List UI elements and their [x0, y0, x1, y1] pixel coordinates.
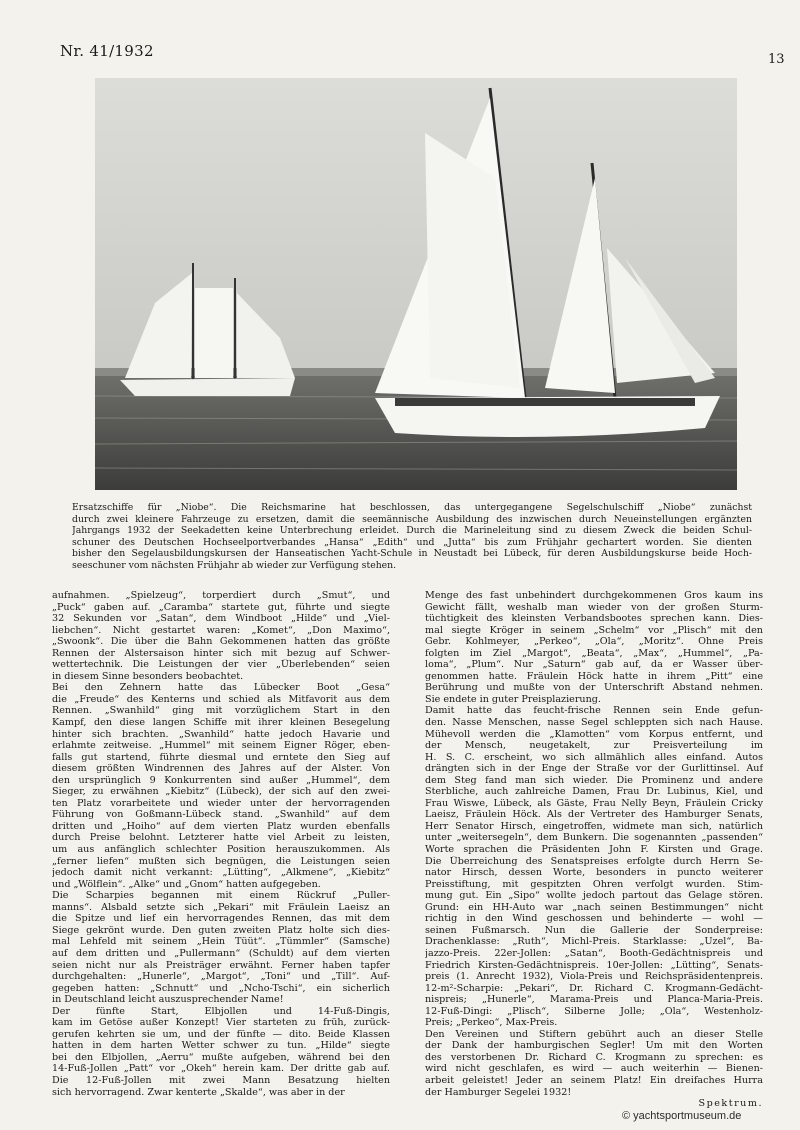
text-line: Der fünfte Start, Elbjollen und 14-Fuß-Dingis,: [52, 1005, 390, 1017]
text-line: Preis; „Perkeo“, Max-Preis.: [425, 1017, 558, 1029]
text-line: mung gut. Ein „Sipo“ wollte jedoch partout das Gelage stören.: [425, 890, 763, 902]
text-line: drängten sich in der Enge der Straße vor der Gurlittinsel. Auf: [425, 763, 763, 775]
text-line: Laeisz, Fräulein Höck. Als der Vertreter des Hamburger Senats,: [425, 809, 763, 821]
caption-line: Ersatzschiffe für „Niobe“. Die Reichsmarine hat beschlossen, das untergegangene Segelschulschiff „Niobe“ zunächst: [72, 502, 752, 513]
text-line: Berührung und mußte von der Unterschrift Abstand nehmen.: [425, 682, 763, 694]
caption-line: Jahrgangs 1932 der Seekadetten keine Unterbrechung erleidet. Durch die Marineleitung sind zu diesem Zweck die beiden Schul-: [72, 525, 752, 537]
text-line: „Puck“ gaben auf. „Caramba“ startete gut, führte und siegte: [52, 601, 390, 613]
text-line: falls gut startend, führte diesmal und erntete den Sieg auf: [52, 751, 390, 763]
text-line: auf dem dritten und „Pullermann“ (Schuldt) auf dem vierten: [52, 947, 390, 959]
text-line: hinter sich brachten. „Swanhild“ hatte jedoch Havarie und: [52, 728, 390, 740]
text-line: in Deutschland leicht auszusprechender Name!: [52, 994, 284, 1006]
text-line: Siege gekrönt wurde. Den guten zweiten Platz holte sich dies-: [52, 924, 390, 936]
text-line: aufnahmen. „Spielzeug“, torperdiert durch „Smut“, und: [52, 590, 390, 601]
text-line: und „Wölflein“. „Alke“ und „Gnom“ hatten aufgegeben.: [52, 878, 321, 890]
text-line: den. Nasse Menschen, nasse Segel schleppten sich nach Hause.: [425, 717, 763, 729]
text-line: seinen Fußmarsch. Nun die Gallerie der Sonderpreise:: [425, 924, 763, 936]
text-line: Grund: ein HH-Auto war „nach seinen Bestimmungen“ nicht: [425, 901, 763, 913]
text-line: Spektrum.: [698, 1098, 763, 1110]
text-line: dem Steg fand man sich wieder. Die Prominenz und andere: [425, 774, 763, 786]
text-line: mal Lehfeld mit seinem „Hein Tüüt“. „Tümmler“ (Samsche): [52, 936, 390, 948]
text-line: Herr Senator Hirsch, eingetroffen, widmete man sich, natürlich: [425, 820, 763, 832]
text-line: der Dank der hamburgischen Segler! Um mit den Worten: [425, 1040, 763, 1052]
article-left-column: [52, 590, 390, 1098]
text-line: den ursprünglich 9 Konkurrenten sind außer „Hummel“, dem: [52, 774, 390, 786]
text-line: Drachenklasse: „Ruth“, Michl-Preis. Starklasse: „Uzel“, Ba-: [425, 936, 763, 948]
text-line: bei den Elbjollen, „Aerru“ mußte aufgeben, während bei den: [52, 1051, 390, 1063]
text-line: Frau Wiswe, Lübeck, als Gäste, Frau Nelly Beyn, Fräulein Cricky: [425, 797, 763, 809]
text-line: Rennen der Alstersaison hinter sich mit bezug auf Schwer-: [52, 647, 390, 659]
text-line: liebchen“. Nicht gestartet waren: „Komet“, „Don Maximo“,: [52, 624, 390, 636]
text-line: gegeben hatten: „Schnutt“ und „Ncho-Tschi“, ein sicherlich: [52, 982, 390, 994]
text-line: manns“. Alsbald setzte sich „Pekari“ mit Fräulein Laeisz an: [52, 901, 390, 913]
text-line: der Mensch, neugetakelt, zur Preisverteilung im: [425, 740, 763, 752]
text-line: Gebr. Kohlmeyer, „Perkeo“, „Ola“, „Moritz“. Ohne Preis: [425, 636, 763, 648]
text-line: nispreis; „Hunerle“, Marama-Preis und Planca-Maria-Preis.: [425, 994, 763, 1006]
text-line: preis (1. Anrecht 1932), Viola-Preis und Reichspräsidentenpreis.: [425, 971, 763, 983]
text-line: Sie endete in guter Preisplazierung.: [425, 693, 601, 705]
text-line: unter „weitersegeln“, dem Bunkern. Die sogenannten „passenden“: [425, 832, 763, 844]
text-line: jedoch damit nicht verkannt: „Lütting“, „Alkmene“, „Kiebitz“: [52, 867, 390, 879]
caption-line: bisher den Segelausbildungskursen der Hanseatischen Yacht-Schule in Neustadt bei Lübeck, für deren Ausbildungskurse beide Hoch-: [72, 548, 752, 560]
text-line: Menge des fast unbehindert durchgekommenen Gros kaum ins: [425, 590, 763, 601]
text-line: Worte sprachen die Präsidenten John F. Kirsten und Grage.: [425, 844, 763, 856]
text-line: 14-Fuß-Jollen „Patt“ vor „Okeh“ herein kam. Der dritte gab auf.: [52, 1063, 390, 1075]
text-line: der Hamburger Segelei 1932!: [425, 1086, 572, 1098]
caption-line: schuner des Deutschen Hochseelportverbandes „Hansa“ „Edith“ und „Jutta“ bis zum Frühjahr gechartert worden. Sie dienten: [72, 536, 752, 548]
text-line: jazzo-Preis. 22er-Jollen: „Satan“, Booth-Gedächtnispreis und: [425, 947, 763, 959]
text-line: tüchtigkeit des kleinsten Verbandsbootes sprechen kann. Dies-: [425, 613, 763, 625]
text-line: in diesem Sinne besonders beobachtet.: [52, 670, 244, 682]
text-line: durchgehalten: „Hunerle“, „Margot“, „Toni“ und „Till“. Auf-: [52, 971, 390, 983]
watermark-text: © yachtsportmuseum.de: [622, 1110, 742, 1122]
text-line: „Swoonk“. Die über die Bahn Gekommenen hatten das größte: [52, 636, 390, 648]
caption-line: seeschuner vom nächsten Frühjahr ab wieder zur Verfügung stehen.: [72, 559, 397, 571]
caption-line: durch zwei kleinere Fahrzeuge zu ersetzen, damit die seemännische Ausbildung des inzwischen durch Neueinstellungen ergänzten: [72, 513, 752, 525]
text-line: nator Hirsch, dessen Worte, besonders in puncto weiterer: [425, 867, 763, 879]
text-line: Kampf, den diese langen Schiffe mit ihrer kleinen Besegelung: [52, 717, 390, 729]
text-line: Sieger, zu erwähnen „Kiebitz“ (Lübeck), der sich auf den zwei-: [52, 786, 390, 798]
text-line: genommen hatte. Fräulein Höck hatte in ihrem „Pitt“ eine: [425, 670, 763, 682]
text-line: kam im Getöse außer Konzept! Vier starteten zu früh, zurück-: [52, 1017, 390, 1029]
text-line: dritten und „Hoiho“ auf dem vierten Platz wurden ebenfalls: [52, 820, 390, 832]
text-line: sich hervorragend. Zwar kenterte „Skalde“, was aber in der: [52, 1086, 345, 1098]
text-line: hatten in dem harten Wetter schwer zu tun. „Hilde“ siegte: [52, 1040, 390, 1052]
text-line: Rennen. „Swanhild“ ging mit vorzüglichem Start in den: [52, 705, 390, 717]
text-line: des verstorbenen Dr. Richard C. Krogmann zu sprechen: es: [425, 1051, 763, 1063]
article-right-column: [425, 590, 763, 1110]
text-line: Die Überreichung des Senatspreises erfolgte durch Herrn Se-: [425, 855, 763, 867]
watermark: [622, 1110, 741, 1122]
schooners-photo: [95, 78, 737, 490]
text-line: ten Platz vorarbeitete und wieder unter der hervorragenden: [52, 797, 390, 809]
text-line: loma“, „Plum“. Nur „Saturn“ gab auf, da er Wasser über-: [425, 659, 763, 671]
text-line: Friedrich Kirsten-Gedächtnispreis. 10er-Jollen: „Lütting“, Senats-: [425, 959, 763, 971]
text-line: richtig in den Wind geschossen und behinderte — wohl —: [425, 913, 763, 925]
photo-caption: [72, 502, 752, 572]
text-line: mal siegte Kröger in seinem „Schelm“ vor „Plisch“ mit den: [425, 624, 763, 636]
text-line: seien nicht nur als Preisträger erwähnt. Ferner haben tapfer: [52, 959, 390, 971]
text-line: Mühevoll werden die „Klamotten“ vom Korpus entfernt, und: [425, 728, 763, 740]
text-line: erlahmte zeitweise. „Hummel“ mit seinem Eigner Röger, eben-: [52, 740, 390, 752]
text-line: Die 12-Fuß-Jollen mit zwei Mann Besatzung hielten: [52, 1074, 390, 1086]
text-line: Damit hatte das feucht-frische Rennen sein Ende gefun-: [425, 705, 763, 717]
text-line: Die Scharpies begannen mit einem Rückruf „Puller-: [52, 890, 390, 902]
text-line: 12-m²-Scharpie: „Pekari“, Dr. Richard C. Krogmann-Gedächt-: [425, 982, 763, 994]
text-line: arbeit geleistet! Jeder an seinem Platz! Ein dreifaches Hurra: [425, 1074, 763, 1086]
text-line: folgten im Ziel „Margot“, „Beata“, „Max“, „Hummel“, „Pa-: [425, 647, 763, 659]
text-line: 32 Sekunden vor „Satan“, dem Windboot „Hilde“ und „Viel-: [52, 613, 390, 625]
text-line: wettertechnik. Die Leistungen der vier „Überlebenden“ seien: [52, 659, 390, 671]
text-line: Den Vereinen und Stiftern gebührt auch an dieser Stelle: [425, 1028, 763, 1040]
text-line: durch Preise belohnt. Letzterer hatte viel Arbeit zu leisten,: [52, 832, 390, 844]
text-line: wird nicht geschlafen, es wird — auch weiterhin — Bienen-: [425, 1063, 763, 1075]
text-line: Preisstiftung, mit gespitzten Ohren verfolgt wurden. Stim-: [425, 878, 763, 890]
text-line: diesem größten Windrennen des Jahres auf der Alster. Von: [52, 763, 390, 775]
text-line: Bei den Zehnern hatte das Lübecker Boot „Gesa“: [52, 682, 390, 694]
text-line: H. S. C. erscheint, wo sich allmählich alles einfand. Autos: [425, 751, 763, 763]
text-line: Führung von Goßmann-Lübeck stand. „Swanhild“ auf dem: [52, 809, 390, 821]
text-line: gerufen kehrten sie um, und der fünfte — dito. Beide Klassen: [52, 1028, 390, 1040]
text-line: die Spitze und lief ein hervorragendes Rennen, das mit dem: [52, 913, 390, 925]
page-number: 13: [768, 52, 785, 67]
text-line: die „Freude“ des Kenterns und schied als Mitfavorit aus dem: [52, 693, 390, 705]
text-line: um aus anfänglich schlechter Position herauszukommen. Als: [52, 844, 390, 856]
text-line: 12-Fuß-Dingi: „Plisch“, Silberne Jolle; „Ola“, Westenholz-: [425, 1005, 763, 1017]
text-line: Gewicht fällt, weshalb man wieder von der großen Sturm-: [425, 601, 763, 613]
text-line: „ferner liefen“ mußten sich begnügen, die Leistungen seien: [52, 855, 390, 867]
text-line: Sterbliche, auch zahlreiche Damen, Frau Dr. Lubinus, Kiel, und: [425, 786, 763, 798]
page-header-issue: Nr. 41/1932: [60, 42, 154, 60]
